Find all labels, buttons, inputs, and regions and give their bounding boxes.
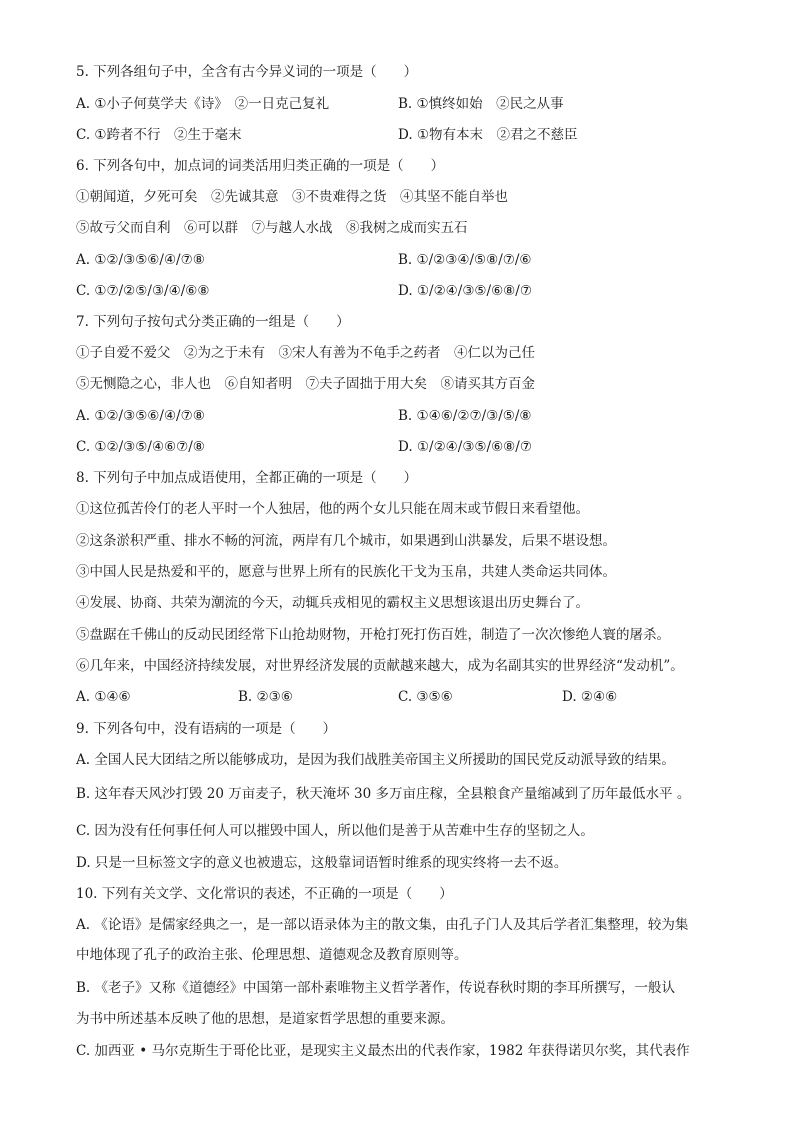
q8-sentence-1: ①这位孤苦伶仃的老人平时一个人独居，他的两个女儿只能在周末或节假日来看望他。 <box>76 501 589 517</box>
q5-option-b: B. ①慎终如始 ②民之从事 <box>398 96 564 112</box>
q8-option-b: B. ②③⑥ <box>238 689 293 705</box>
q6-stem: 6. 下列各句中，加点词的词类活用归类正确的一项是（ ） <box>76 158 445 174</box>
q10-option-c-line1: C. 加西亚 • 马尔克斯生于哥伦比亚，是现实主义最杰出的代表作家，1982 年获得诺贝尔奖，其代表作 <box>76 1043 690 1059</box>
q6-items-line2: ⑤故亏父而自利 ⑥可以群 ⑦与越人水战 ⑧我树之成而实五石 <box>76 220 468 236</box>
q8-option-d: D. ②④⑥ <box>562 689 618 705</box>
q8-sentence-5: ⑤盘踞在千佛山的反动民团经常下山抢劫财物，开枪打死打伤百姓，制造了一次次惨绝人寰的屠杀。 <box>76 627 670 643</box>
q7-option-a: A. ①②/③⑤⑥/④/⑦⑧ <box>76 408 205 424</box>
q8-stem: 8. 下列句子中加点成语使用，全都正确的一项是（ ） <box>76 470 418 486</box>
q7-option-d: D. ①/②④/③⑤/⑥⑧/⑦ <box>398 439 532 455</box>
q9-option-b: B. 这年春天风沙打毁 20 万亩麦子，秋天淹坏 30 多万亩庄稼，全县粮食产量缩减到了历年最低水平 。 <box>76 786 691 802</box>
q6-option-b: B. ①/②③④/⑤⑧/⑦/⑥ <box>398 252 532 268</box>
q7-items-line1: ①子自爱不爱父 ②为之于未有 ③宋人有善为不龟手之药者 ④仁以为己任 <box>76 345 535 361</box>
q6-option-d: D. ①/②④/③⑤/⑥⑧/⑦ <box>398 283 532 299</box>
q8-option-a: A. ①④⑥ <box>76 689 131 705</box>
q5-stem: 5. 下列各组句子中，全含有古今异义词的一项是（ ） <box>76 64 418 80</box>
q10-option-b-line1: B. 《老子》又称《道德经》中国第一部朴素唯物主义哲学著作，传说春秋时期的李耳所撰写，一般认 <box>76 980 676 996</box>
q7-option-b: B. ①④⑥/②⑦/③/⑤/⑧ <box>398 408 532 424</box>
q10-option-b-line2: 为书中所述基本反映了他的思想，是道家哲学思想的重要来源。 <box>76 1011 454 1027</box>
q8-sentence-3: ③中国人民是热爱和平的，愿意与世界上所有的民族化干戈为玉帛，共建人类命运共同体。 <box>76 564 616 580</box>
q6-option-c: C. ①⑦/②⑤/③/④/⑥⑧ <box>76 283 210 299</box>
q10-option-a-line1: A. 《论语》是儒家经典之一，是一部以语录体为主的散文集，由孔子门人及其后学者汇集整理，较为集 <box>76 917 689 933</box>
q8-sentence-4: ④发展、协商、共荣为潮流的今天，动辄兵戎相见的霸权主义思想该退出历史舞台了。 <box>76 595 589 611</box>
q7-items-line2: ⑤无恻隐之心，非人也 ⑥自知者明 ⑦夫子固拙于用大矣 ⑧请买其方百金 <box>76 376 535 392</box>
q5-option-a: A. ①小子何莫学夫《诗》 ②一日克己复礼 <box>76 96 330 112</box>
q5-option-c: C. ①跨者不行 ②生于毫末 <box>76 127 242 143</box>
q5-option-d: D. ①物有本末 ②君之不慈臣 <box>398 127 578 143</box>
q7-option-c: C. ①②/③⑤/④⑥⑦/⑧ <box>76 439 205 455</box>
q9-stem: 9. 下列各句中，没有语病的一项是（ ） <box>76 721 337 737</box>
q9-option-d: D. 只是一旦标签文字的意义也被遗忘，这般靠词语暂时维系的现实终将一去不返。 <box>76 855 568 871</box>
q10-option-a-line2: 中地体现了孔子的政治主张、伦理思想、道德观念及教育原则等。 <box>76 947 468 963</box>
q7-stem: 7. 下列句子按句式分类正确的一组是（ ） <box>76 314 350 330</box>
q9-option-a: A. 全国人民大团结之所以能够成功，是因为我们战胜美帝国主义所援助的国民党反动派导致的结果。 <box>76 752 675 768</box>
q8-sentence-6: ⑥几年来，中国经济持续发展，对世界经济发展的贡献越来越大，成为名副其实的世界经济“发动机”。 <box>76 658 684 674</box>
q6-option-a: A. ①②/③⑤⑥/④/⑦⑧ <box>76 252 205 268</box>
q10-stem: 10. 下列有关文学、文化常识的表述，不正确的一项是（ ） <box>76 886 453 902</box>
q8-option-c: C. ③⑤⑥ <box>398 689 453 705</box>
q8-sentence-2: ②这条淤积严重、排水不畅的河流，两岸有几个城市，如果遇到山洪暴发，后果不堪设想。 <box>76 533 616 549</box>
q6-items-line1: ①朝闻道，夕死可矣 ②先诚其意 ③不贵难得之货 ④其坚不能自举也 <box>76 189 508 205</box>
q9-option-c: C. 因为没有任何事任何人可以摧毁中国人，所以他们是善于从苦难中生存的坚韧之人。 <box>76 823 594 839</box>
